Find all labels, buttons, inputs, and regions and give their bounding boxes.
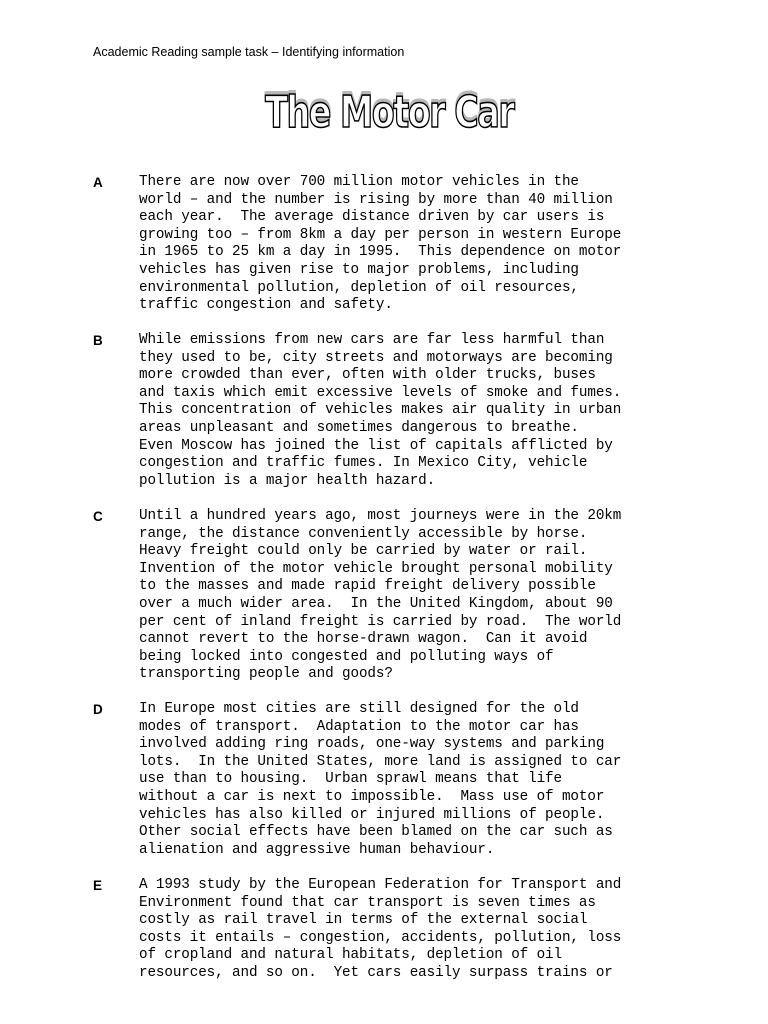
section-paragraph: There are now over 700 million motor vehicles in the world – and the number is rising by more than 40 million each year. The average distance driven by car users is growing too – from 8km a day per person in western Europe in 1965 to 25 km a day in 1995. This dependence on motor vehicles has given rise to major problems, including environmental pollution, depletion of oil resources, traffic congestion and safety. — [139, 174, 622, 314]
section-paragraph: A 1993 study by the European Federation for Transport and Environment found that car transport is seven times as costly as rail travel in terms of the external social costs it entails – congestion, accidents, pollution, loss of cropland and natural habitats, depletion of oil resources, and so on. Yet cars easily surpass trains or — [139, 877, 622, 981]
section-paragraph: Until a hundred years ago, most journeys were in the 20km range, the distance conveniently accessible by horse. Heavy freight could only be carried by water or rail. Invention of the motor vehicle brought personal mobility to the masses and made rapid freight delivery possible over a much wider area. In the United Kingdom, about 90 per cent of inland freight is carried by road. The world cannot revert to the horse-drawn wagon. Can it avoid being locked into congested and polluting ways of transporting people and goods? — [139, 508, 622, 683]
section-letter: C — [93, 509, 103, 524]
section-letter: B — [93, 333, 103, 348]
section-paragraph: In Europe most cities are still designed for the old modes of transport. Adaptation to the motor car has involved adding ring roads, one-way systems and parking lots. In the United States, more land is assigned to car use than to housing. Urban sprawl means that life without a car is next to impossible. Mass use of motor vehicles has also killed or injured millions of people. Other social effects have been blamed on the car such as alienation and aggressive human behaviour. — [139, 701, 622, 858]
page-title: The Motor Car — [264, 87, 514, 138]
section-letter: E — [93, 878, 103, 893]
section-letter: D — [93, 702, 103, 717]
title-container — [0, 86, 768, 140]
section-paragraph: While emissions from new cars are far less harmful than they used to be, city streets and motorways are becoming more crowded than ever, often with older trucks, buses and taxis which emit excessive levels of smoke and fumes. This concentration of vehicles makes air quality in urban areas unpleasant and sometimes dangerous to breathe. Even Moscow has joined the list of capitals afflicted by congestion and traffic fumes. In Mexico City, vehicle pollution is a major health hazard. — [139, 332, 622, 489]
section-letter: A — [93, 175, 103, 190]
page-header: Academic Reading sample task – Identifying information — [93, 45, 405, 59]
